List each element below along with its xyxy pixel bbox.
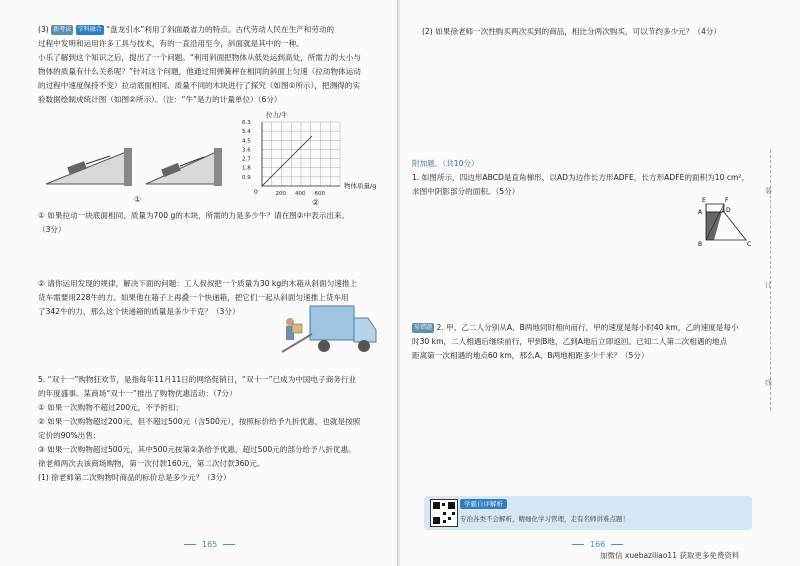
chart-ytick: 1.8: [242, 165, 251, 172]
q5-line6: ③ 如果一次购物超过500元，其中500元按第②条给予优惠，超过500元的部分给予八折优惠。: [38, 445, 356, 454]
q5-line5: 定价的90%出售；: [38, 431, 101, 440]
label-A: A: [698, 209, 703, 216]
q5-line8: (1) 徐老师第二次购物时商品的标价总是多少元？（3分）: [38, 473, 231, 482]
q5-line4: ② 如果一次购物超过200元，但不超过500元（含500元），按照标价给予九折优惠，也就是按照: [38, 417, 361, 426]
slope-illustration: [38, 112, 238, 207]
binding-mark-2: 订: [765, 281, 772, 289]
chart-ytick: 6.3: [242, 120, 251, 126]
q3-part1-line1: ① 如果拉动一块底面相同、质量为700 g的木块，所需的力是多少牛？请在图②中表示出来。: [38, 211, 350, 220]
watermark-text: 加微信 xuebaziliao11 获取更多免费资料: [600, 551, 740, 560]
slope-right: [146, 148, 222, 186]
study-banner: [424, 496, 752, 530]
figure1-caption: ①: [134, 195, 142, 204]
left-page: [0, 0, 398, 566]
q3-intro-line6: 验数据绘制成统计图（如图②所示）。（注：“牛”是力的计量单位）（6分）: [38, 95, 282, 104]
binding-mark-1: 装: [765, 187, 772, 195]
page-number-right: [566, 540, 629, 549]
chart-ytick: 0.9: [242, 174, 251, 181]
label-E: E: [702, 197, 706, 204]
q3-intro-line4: 物体的质量有什么关系呢？”针对这个问题，他通过用弹簧秤在相同的斜面上匀速（拉动物体运动: [38, 67, 361, 76]
banner-subtitle: 专治各类不会解析，精细化学习管理，走有名师讲难点题！: [460, 515, 629, 523]
q5-line3: ① 如果一次购物不超过200元，不予折扣；: [38, 403, 184, 412]
bonus-q2-line1-wrap: [412, 322, 739, 334]
subject-fusion-tag: 学科融合: [77, 26, 102, 33]
chart-ytick: 2.7: [242, 156, 251, 163]
page-number-left: [178, 540, 241, 549]
label-D: D: [726, 207, 731, 214]
bonus-q2-line3: 距离第一次相遇的地点60 km，那么A、B两地相距多少千米？（5分）: [412, 351, 649, 360]
chart-xtick: 400: [295, 191, 306, 197]
chart-xtick: 600: [314, 191, 325, 197]
truck-illustration: [272, 300, 382, 362]
force-mass-chart: [240, 108, 390, 208]
bonus-q1-line1: 1. 如图所示，四边形ABCD是直角梯形，以AD为边作长方形ADFE，长方形ADFE的面积为10 cm²，: [412, 173, 750, 182]
q3-part1-line2: （3分）: [38, 225, 66, 234]
chart-xtick: 200: [275, 191, 286, 197]
q3-intro-line2: 过程中发明和运用许多工具与技术，有的一直沿用至今，斜面就是其中的一种。: [38, 39, 304, 48]
bonus-q2-line2: 时30 km，二人相遇后继续前行，甲到B地，乙到A地后立即返回。已知二人第二次相遇的地点: [412, 337, 728, 346]
chart-ytick: 4.5: [242, 138, 251, 145]
q3-intro-line3: 小乐了解到这个知识之后，提出了一个问题。“利用斜面把物体从低处运到高处，所需力的大小与: [38, 53, 361, 62]
label-B: B: [698, 241, 703, 248]
q3-part2-line2: 货车需要用228牛的力。如果他在箱子上再叠一个快递箱，把它们一起从斜面匀速推上货车用: [38, 293, 349, 302]
new-method-tag: 新考法: [53, 26, 72, 33]
chart-data-line: [262, 136, 312, 186]
trapezoid-figure: [692, 194, 754, 250]
q3-intro-line1: [38, 24, 334, 36]
q3-intro-text1: “盘龙引水”利用了斜面最省力的特点。古代劳动人民在生产和劳动的: [106, 25, 335, 34]
page-number-165: 165: [202, 540, 218, 549]
bonus-section-title: 附加题。（共10分）: [412, 159, 479, 168]
bonus-q2-line1: 2. 甲、乙二人分别从A、B两地同时相向而行，甲的速度是每小时40 km，乙的速度是每小: [436, 323, 739, 332]
qr-code-icon[interactable]: [430, 499, 458, 527]
label-F: F: [725, 197, 729, 204]
chart-ylabel: 拉力/牛: [266, 111, 288, 119]
chart-grid: [262, 122, 340, 186]
banner-title: 学霸自评解析: [460, 499, 507, 509]
q5-line1: 5. “双十一”购物狂欢节，是指每年11月11日的网络促销日，“双十一”已成为中国电子商务行业: [38, 375, 357, 384]
chart-ytick: 3.6: [242, 147, 251, 154]
label-C: C: [747, 241, 752, 248]
chart-ytick: 5.4: [242, 129, 251, 136]
q5-line2: 的年度盛事。某商场“双十一”推出了购物优惠活动：（7分）: [38, 389, 237, 398]
page-number-166: 166: [590, 540, 606, 549]
bonus-q1-line2: 求图中阴影部分的面积。（5分）: [412, 187, 520, 196]
q3-part2-line3: 了342牛的力，那么这个快递箱的质量是多少千克？（3分）: [38, 307, 240, 316]
right-page: [400, 0, 800, 566]
chart-origin: 0: [254, 189, 258, 196]
error-prone-tag: 易错题: [414, 324, 433, 331]
q3-intro-line5: 的过程中速度保持不变）拉动底面相同、质量不同的木块进行了探究（如图①所示），把测得的实: [38, 81, 360, 90]
slope-left: [46, 148, 132, 186]
q3-part2-line1: ② 请你运用发现的规律，解决下面的问题：工人叔叔把一个质量为30 kg的木箱从斜面匀速推上: [38, 279, 358, 288]
q3-prefix: (3): [38, 25, 49, 34]
chart-xlabel: 物体质量/g: [344, 182, 377, 190]
q5-part2: (2) 如果徐老师一次性购买两次买到的商品，相比分两次购买，可以节约多少元？（4分）: [422, 27, 721, 36]
figure2-caption: ②: [312, 198, 320, 207]
q5-line7: 徐老师两次去该商场购物，第一次付款160元，第二次付款360元。: [38, 459, 265, 468]
binding-mark-3: 线: [765, 379, 772, 387]
